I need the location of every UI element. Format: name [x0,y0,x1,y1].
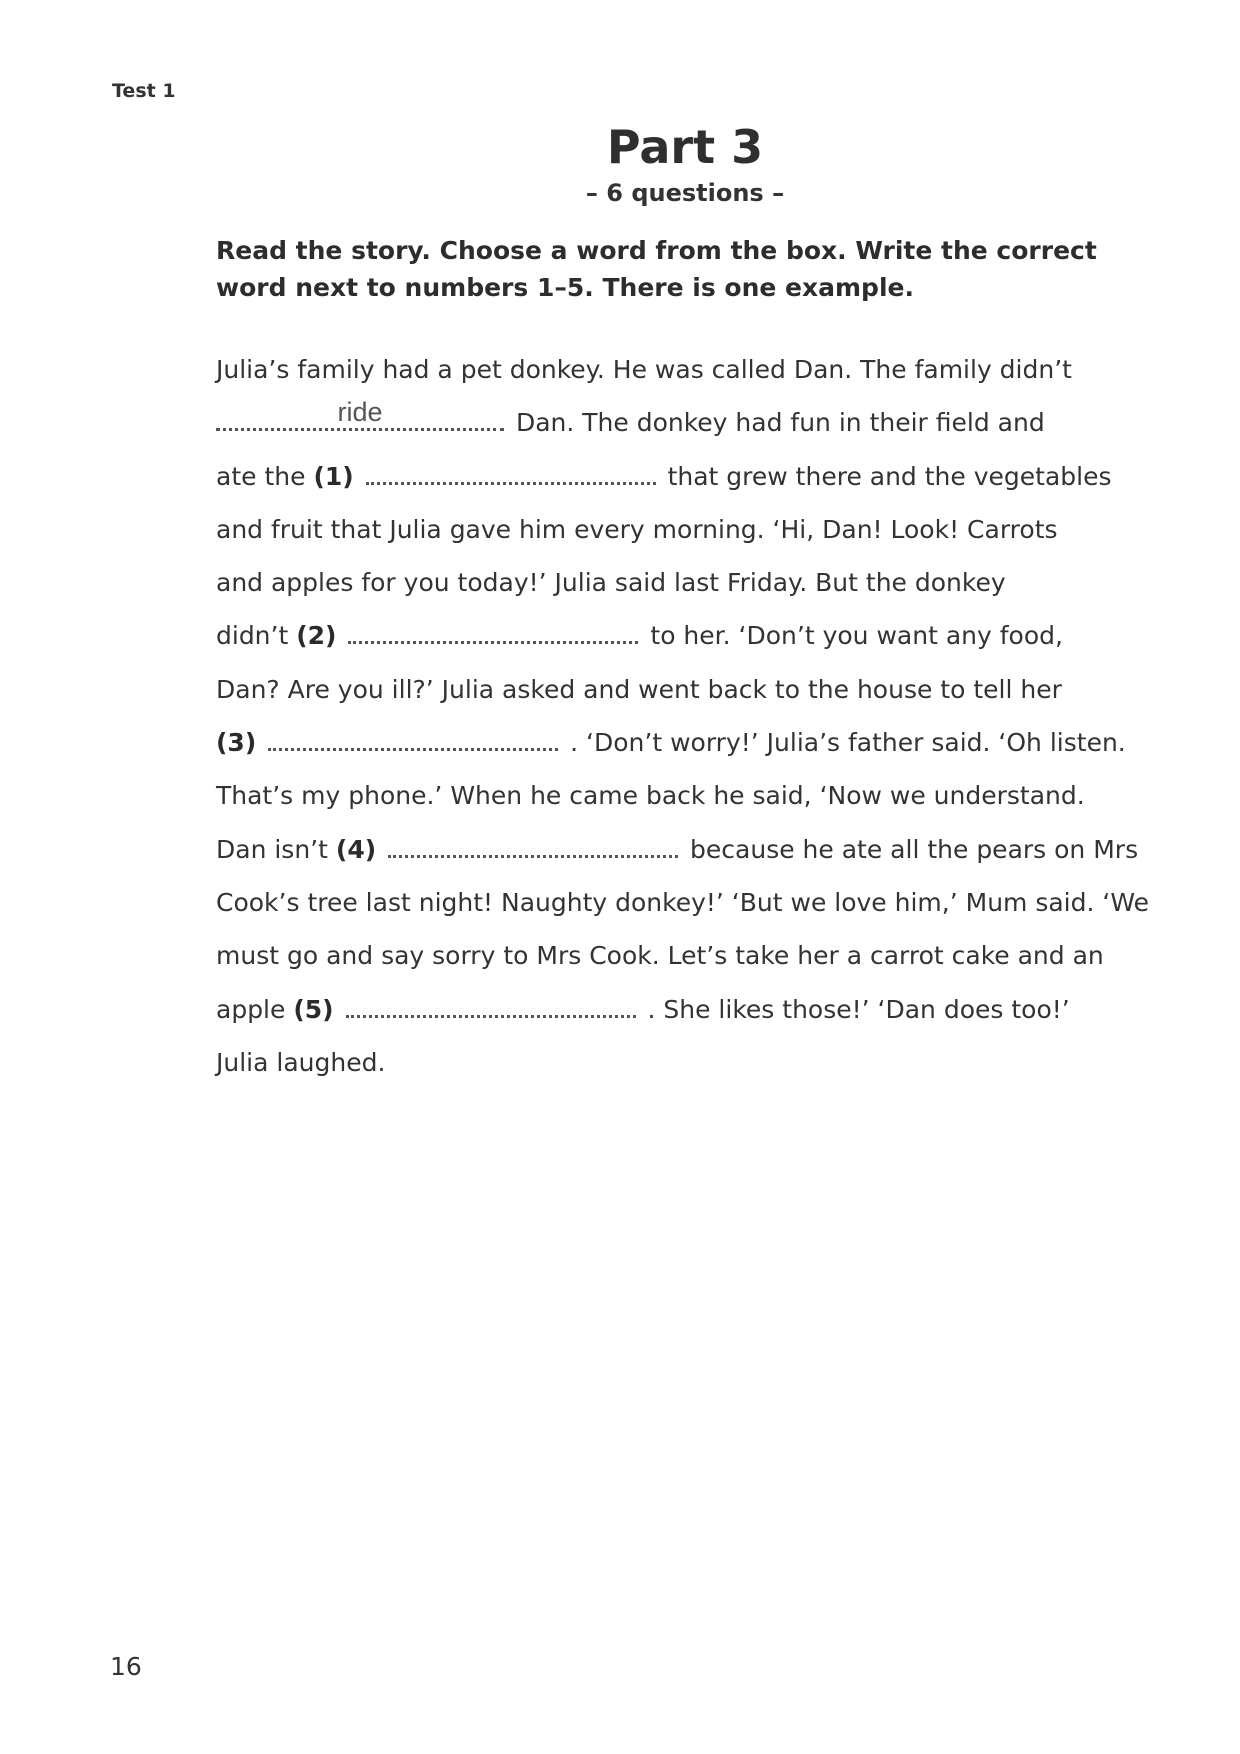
instructions [216,232,1116,306]
story-line-13 [216,983,1136,1036]
story-text-segment: apple [216,994,286,1024]
story-line-4: and fruit that Julia gave him every morning. ‘Hi, Dan! Look! Carrots [216,514,1058,544]
story-line-12: must go and say sorry to Mrs Cook. Let’s take her a carrot cake and an [216,941,1104,971]
story-line-5: and apples for you today!’ Julia said last Friday. But the donkey [216,568,1006,598]
question-number-5: (5) [293,994,334,1024]
example-blank [216,397,504,431]
story-text-segment: to her. ‘Don’t you want any food, [650,621,1063,651]
story-text-segment: Dan. The donkey had fun in their field and [515,408,1045,438]
story-line-8 [216,716,1136,769]
test-label: Test 1 [112,80,176,102]
story-text [216,343,1149,1089]
question-number-2: (2) [296,621,337,651]
story-line-7: Dan? Are you ill?’ Julia asked and went back to the house to tell her [216,674,1062,704]
story-line-11: Cook’s tree last night! Naughty donkey!’ ‘But we love him,’ Mum said. ‘We [216,887,1149,917]
story-text-segment: Dan isn’t [216,834,328,864]
instructions-line-2: word next to numbers 1–5. There is one example. [216,273,914,302]
story-line-9: That’s my phone.’ When he came back he said, ‘Now we understand. [216,781,1085,811]
question-number-3: (3) [216,728,257,758]
answer-blank-5[interactable] [346,995,636,1018]
story-line-1: Julia’s family had a pet donkey. He was called Dan. The family didn’t [216,355,1072,384]
story-line-6 [216,609,1136,662]
story-text-segment: ate the [216,461,306,491]
story-text-segment: didn’t [216,621,289,651]
page-number: 16 [110,1652,142,1681]
story-line-3 [216,450,1136,503]
answer-blank-3[interactable] [268,728,558,751]
title-block [0,118,1240,210]
story-line-2 [216,396,1136,449]
question-number-1: (1) [313,461,354,491]
story-text-segment: because he ate all the pears on Mrs [690,834,1139,864]
instructions-line-1: Read the story. Choose a word from the box. Write the correct [216,236,1097,265]
answer-blank-2[interactable] [348,621,638,644]
example-answer: ride [337,397,383,428]
part-subtitle: – 6 questions – [585,179,785,207]
story-text-segment: . ‘Don’t worry!’ Julia’s father said. ‘Oh listen. [570,728,1126,758]
question-number-4: (4) [335,834,377,864]
story-text-segment: . She likes those!’ ‘Dan does too!’ [647,994,1070,1024]
story-text-segment: that grew there and the vegetables [667,461,1112,491]
answer-blank-1[interactable] [366,462,656,485]
story-line-14: Julia laughed. [216,1047,386,1077]
answer-blank-4[interactable] [388,835,678,858]
story-line-10 [216,823,1139,876]
part-title: Part 3 [606,120,764,174]
